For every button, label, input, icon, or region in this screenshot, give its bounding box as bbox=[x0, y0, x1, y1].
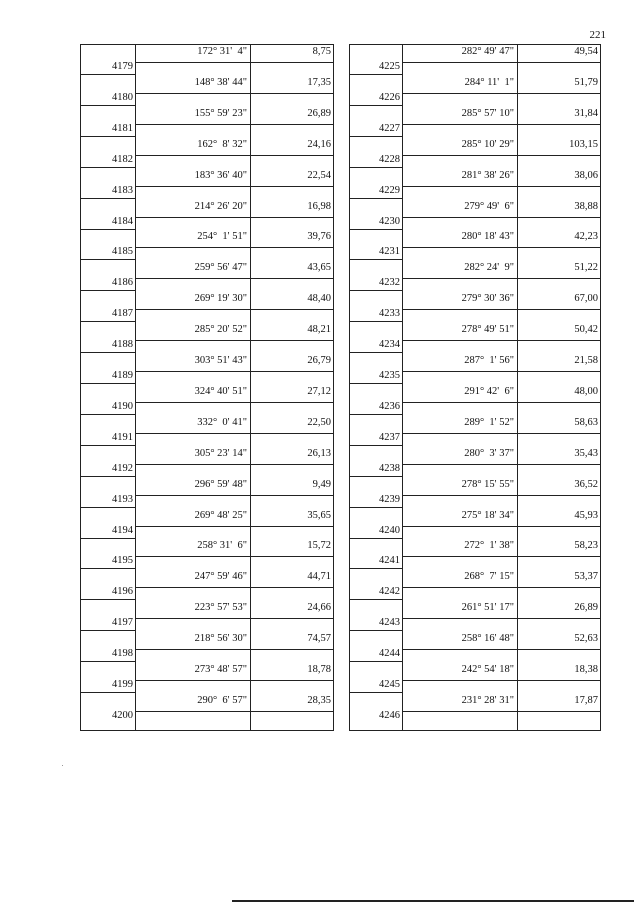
bearing-angle: 278° 15' 55" bbox=[461, 478, 514, 490]
bearing-angle: 303° 51' 43" bbox=[194, 355, 247, 366]
leg-distance: 52,63 bbox=[574, 633, 598, 645]
leg-distance: 18,38 bbox=[574, 664, 598, 675]
point-number: 4246 bbox=[379, 709, 400, 721]
bearing-angle: 287° 1' 56" bbox=[464, 355, 514, 366]
point-divider bbox=[350, 198, 402, 199]
row-divider bbox=[135, 124, 333, 125]
leg-distance: 58,63 bbox=[574, 416, 598, 428]
bearing-angle: 155° 59' 23" bbox=[194, 107, 247, 119]
point-number: 4179 bbox=[112, 61, 133, 72]
bearing-angle: 259° 56' 47" bbox=[194, 262, 247, 274]
point-divider bbox=[81, 414, 135, 415]
row-divider bbox=[402, 464, 600, 465]
scan-speck bbox=[62, 765, 63, 766]
bearing-angle: 285° 20' 52" bbox=[194, 324, 247, 336]
point-number: 4238 bbox=[379, 462, 400, 474]
point-divider bbox=[81, 352, 135, 353]
row-divider bbox=[402, 526, 600, 527]
point-number: 4228 bbox=[379, 153, 400, 165]
leg-distance: 21,58 bbox=[574, 355, 598, 366]
point-number: 4244 bbox=[379, 648, 400, 660]
row-divider bbox=[135, 680, 333, 681]
bearing-angle: 275° 18' 34" bbox=[461, 509, 514, 521]
leg-distance: 103,15 bbox=[569, 138, 598, 150]
row-divider bbox=[135, 526, 333, 527]
point-number: 4189 bbox=[112, 370, 133, 381]
row-divider bbox=[402, 217, 600, 218]
leg-distance: 50,42 bbox=[574, 324, 598, 336]
row-divider bbox=[135, 340, 333, 341]
point-number: 4183 bbox=[112, 184, 133, 196]
point-divider bbox=[81, 599, 135, 600]
leg-distance: 9,49 bbox=[312, 478, 331, 490]
row-divider bbox=[402, 309, 600, 310]
row-divider bbox=[135, 371, 333, 372]
leg-distance: 22,50 bbox=[307, 416, 331, 428]
leg-distance: 35,43 bbox=[574, 447, 598, 459]
row-divider bbox=[135, 217, 333, 218]
point-divider bbox=[81, 105, 135, 106]
leg-distance: 39,76 bbox=[307, 231, 331, 243]
point-divider bbox=[350, 105, 402, 106]
leg-distance: 48,00 bbox=[574, 385, 598, 397]
point-number: 4242 bbox=[379, 586, 400, 598]
leg-distance: 35,65 bbox=[307, 509, 331, 521]
point-divider bbox=[350, 599, 402, 600]
point-number: 4198 bbox=[112, 648, 133, 660]
point-number: 4195 bbox=[112, 555, 133, 567]
row-divider bbox=[135, 309, 333, 310]
row-divider bbox=[402, 186, 600, 187]
point-number: 4193 bbox=[112, 493, 133, 505]
point-divider bbox=[81, 476, 135, 477]
leg-distance: 48,40 bbox=[307, 293, 331, 305]
point-divider bbox=[350, 259, 402, 260]
point-divider bbox=[350, 352, 402, 353]
bearing-angle: 148° 38' 44" bbox=[194, 76, 247, 88]
leg-distance: 36,52 bbox=[574, 478, 598, 490]
row-divider bbox=[402, 402, 600, 403]
point-number: 4240 bbox=[379, 524, 400, 536]
bearing-angle: 280° 3' 37" bbox=[464, 447, 514, 459]
point-number: 4230 bbox=[379, 215, 400, 227]
point-divider bbox=[81, 507, 135, 508]
left-survey-table bbox=[80, 44, 334, 731]
point-number: 4182 bbox=[112, 153, 133, 165]
row-divider bbox=[402, 495, 600, 496]
point-number: 4245 bbox=[379, 679, 400, 690]
point-number: 4191 bbox=[112, 431, 133, 443]
leg-distance: 74,57 bbox=[307, 633, 331, 645]
bearing-angle: 273° 48' 57" bbox=[194, 664, 247, 675]
point-divider bbox=[350, 229, 402, 230]
point-number: 4225 bbox=[379, 61, 400, 72]
bearing-angle: 296° 59' 48" bbox=[194, 478, 247, 490]
bearing-angle: 291° 42' 6" bbox=[464, 385, 514, 397]
bearing-angle: 282° 24' 9" bbox=[464, 262, 514, 274]
bearing-angle: 183° 36' 40" bbox=[194, 169, 247, 181]
leg-distance: 53,37 bbox=[574, 571, 598, 583]
row-divider bbox=[135, 587, 333, 588]
bearing-angle: 281° 38' 26" bbox=[461, 169, 514, 181]
leg-distance: 58,23 bbox=[574, 540, 598, 552]
point-number: 4187 bbox=[112, 308, 133, 320]
leg-distance: 17,35 bbox=[307, 76, 331, 88]
point-divider bbox=[350, 507, 402, 508]
point-divider bbox=[350, 692, 402, 693]
point-number: 4237 bbox=[379, 431, 400, 443]
leg-distance: 24,66 bbox=[307, 602, 331, 614]
point-divider bbox=[350, 167, 402, 168]
bearing-angle: 324° 40' 51" bbox=[194, 385, 247, 397]
page-number: 221 bbox=[589, 29, 606, 41]
row-divider bbox=[402, 62, 600, 63]
row-divider bbox=[135, 186, 333, 187]
leg-distance: 24,16 bbox=[307, 138, 331, 150]
bearing-angle: 214° 26' 20" bbox=[194, 200, 247, 212]
row-divider bbox=[402, 433, 600, 434]
leg-distance: 17,87 bbox=[574, 694, 598, 706]
point-divider bbox=[81, 229, 135, 230]
row-divider bbox=[135, 464, 333, 465]
leg-distance: 45,93 bbox=[574, 509, 598, 521]
point-divider bbox=[81, 259, 135, 260]
leg-distance: 67,00 bbox=[574, 293, 598, 305]
point-number: 4241 bbox=[379, 555, 400, 567]
point-divider bbox=[81, 136, 135, 137]
point-number: 4200 bbox=[112, 709, 133, 721]
row-divider bbox=[135, 433, 333, 434]
point-number: 4190 bbox=[112, 400, 133, 412]
point-divider bbox=[350, 568, 402, 569]
bearing-angle: 272° 1' 38" bbox=[464, 540, 514, 552]
bearing-angle: 223° 57' 53" bbox=[194, 602, 247, 614]
point-number: 4226 bbox=[379, 91, 400, 103]
leg-distance: 8,75 bbox=[312, 46, 331, 57]
leg-distance: 51,79 bbox=[574, 76, 598, 88]
row-divider bbox=[402, 278, 600, 279]
bearing-angle: 261° 51' 17" bbox=[461, 602, 514, 614]
point-divider bbox=[81, 568, 135, 569]
leg-distance: 28,35 bbox=[307, 694, 331, 706]
point-divider bbox=[81, 630, 135, 631]
bearing-angle: 231° 28' 31" bbox=[461, 694, 514, 706]
leg-distance: 26,79 bbox=[307, 355, 331, 366]
point-number: 4194 bbox=[112, 524, 133, 536]
point-divider bbox=[81, 167, 135, 168]
bearing-angle: 289° 1' 52" bbox=[464, 416, 514, 428]
leg-distance: 48,21 bbox=[307, 324, 331, 336]
row-divider bbox=[402, 340, 600, 341]
row-divider bbox=[135, 93, 333, 94]
bearing-angle: 258° 31' 6" bbox=[197, 540, 247, 552]
point-number: 4185 bbox=[112, 246, 133, 258]
bearing-angle: 247° 59' 46" bbox=[194, 571, 247, 583]
point-number: 4188 bbox=[112, 339, 133, 351]
bearing-angle: 254° 1' 51" bbox=[197, 231, 247, 243]
point-divider bbox=[350, 136, 402, 137]
point-divider bbox=[350, 445, 402, 446]
point-number: 4227 bbox=[379, 122, 400, 134]
row-divider bbox=[135, 711, 333, 712]
bearing-angle: 285° 10' 29" bbox=[461, 138, 514, 150]
row-divider bbox=[135, 402, 333, 403]
row-divider bbox=[402, 93, 600, 94]
leg-distance: 26,89 bbox=[574, 602, 598, 614]
right-survey-table bbox=[349, 44, 601, 731]
leg-distance: 22,54 bbox=[307, 169, 331, 181]
point-divider bbox=[350, 630, 402, 631]
point-divider bbox=[81, 290, 135, 291]
row-divider bbox=[402, 587, 600, 588]
bottom-rule bbox=[232, 900, 634, 902]
point-number: 4236 bbox=[379, 400, 400, 412]
row-divider bbox=[402, 556, 600, 557]
bearing-angle: 280° 18' 43" bbox=[461, 231, 514, 243]
row-divider bbox=[402, 618, 600, 619]
bearing-angle: 218° 56' 30" bbox=[194, 633, 247, 645]
bearing-angle: 279° 30' 36" bbox=[461, 293, 514, 305]
point-number: 4180 bbox=[112, 91, 133, 103]
point-number: 4184 bbox=[112, 215, 133, 227]
bearing-angle: 279° 49' 6" bbox=[464, 200, 514, 212]
point-divider bbox=[81, 445, 135, 446]
row-divider bbox=[135, 278, 333, 279]
point-number: 4192 bbox=[112, 462, 133, 474]
bearing-angle: 242° 54' 18" bbox=[461, 664, 514, 675]
row-divider bbox=[402, 680, 600, 681]
bearing-angle: 258° 16' 48" bbox=[461, 633, 514, 645]
point-number: 4234 bbox=[379, 339, 400, 351]
row-divider bbox=[402, 649, 600, 650]
point-divider bbox=[350, 290, 402, 291]
row-divider bbox=[135, 495, 333, 496]
point-divider bbox=[81, 661, 135, 662]
point-number: 4243 bbox=[379, 617, 400, 629]
point-number: 4186 bbox=[112, 277, 133, 289]
row-divider bbox=[135, 62, 333, 63]
leg-distance: 31,84 bbox=[574, 107, 598, 119]
leg-distance: 43,65 bbox=[307, 262, 331, 274]
point-divider bbox=[81, 538, 135, 539]
point-divider bbox=[350, 476, 402, 477]
leg-distance: 42,23 bbox=[574, 231, 598, 243]
bearing-angle: 284° 11' 1" bbox=[464, 76, 514, 88]
bearing-angle: 269° 48' 25" bbox=[194, 509, 247, 521]
point-number: 4235 bbox=[379, 370, 400, 381]
leg-distance: 51,22 bbox=[574, 262, 598, 274]
bearing-angle: 332° 0' 41" bbox=[197, 416, 247, 428]
row-divider bbox=[135, 649, 333, 650]
bearing-angle: 278° 49' 51" bbox=[461, 324, 514, 336]
row-divider bbox=[135, 247, 333, 248]
bearing-angle: 162° 8' 32" bbox=[197, 138, 247, 150]
leg-distance: 49,54 bbox=[574, 46, 598, 57]
point-number: 4199 bbox=[112, 679, 133, 690]
bearing-angle: 305° 23' 14" bbox=[194, 447, 247, 459]
point-number: 4197 bbox=[112, 617, 133, 629]
row-divider bbox=[402, 155, 600, 156]
row-divider bbox=[402, 711, 600, 712]
bearing-angle: 269° 19' 30" bbox=[194, 293, 247, 305]
leg-distance: 27,12 bbox=[307, 385, 331, 397]
point-number: 4229 bbox=[379, 184, 400, 196]
point-divider bbox=[81, 692, 135, 693]
point-divider bbox=[350, 321, 402, 322]
row-divider bbox=[402, 247, 600, 248]
row-divider bbox=[135, 155, 333, 156]
point-number: 4196 bbox=[112, 586, 133, 598]
leg-distance: 38,88 bbox=[574, 200, 598, 212]
point-divider bbox=[81, 74, 135, 75]
bearing-angle: 290° 6' 57" bbox=[197, 694, 247, 706]
point-divider bbox=[350, 538, 402, 539]
leg-distance: 16,98 bbox=[307, 200, 331, 212]
point-divider bbox=[350, 414, 402, 415]
bearing-angle: 285° 57' 10" bbox=[461, 107, 514, 119]
point-number: 4232 bbox=[379, 277, 400, 289]
leg-distance: 38,06 bbox=[574, 169, 598, 181]
row-divider bbox=[402, 124, 600, 125]
point-divider bbox=[81, 198, 135, 199]
leg-distance: 18,78 bbox=[307, 664, 331, 675]
point-number: 4231 bbox=[379, 246, 400, 258]
point-divider bbox=[81, 383, 135, 384]
point-number: 4239 bbox=[379, 493, 400, 505]
row-divider bbox=[135, 556, 333, 557]
point-divider bbox=[350, 383, 402, 384]
leg-distance: 26,89 bbox=[307, 107, 331, 119]
leg-distance: 15,72 bbox=[307, 540, 331, 552]
point-divider bbox=[350, 661, 402, 662]
leg-distance: 26,13 bbox=[307, 447, 331, 459]
bearing-angle: 172° 31' 4" bbox=[197, 46, 247, 57]
point-number: 4181 bbox=[112, 122, 133, 134]
bearing-angle: 282° 49' 47" bbox=[461, 46, 514, 57]
point-divider bbox=[350, 74, 402, 75]
point-number: 4233 bbox=[379, 308, 400, 320]
row-divider bbox=[402, 371, 600, 372]
row-divider bbox=[135, 618, 333, 619]
leg-distance: 44,71 bbox=[307, 571, 331, 583]
point-divider bbox=[81, 321, 135, 322]
bearing-angle: 268° 7' 15" bbox=[464, 571, 514, 583]
